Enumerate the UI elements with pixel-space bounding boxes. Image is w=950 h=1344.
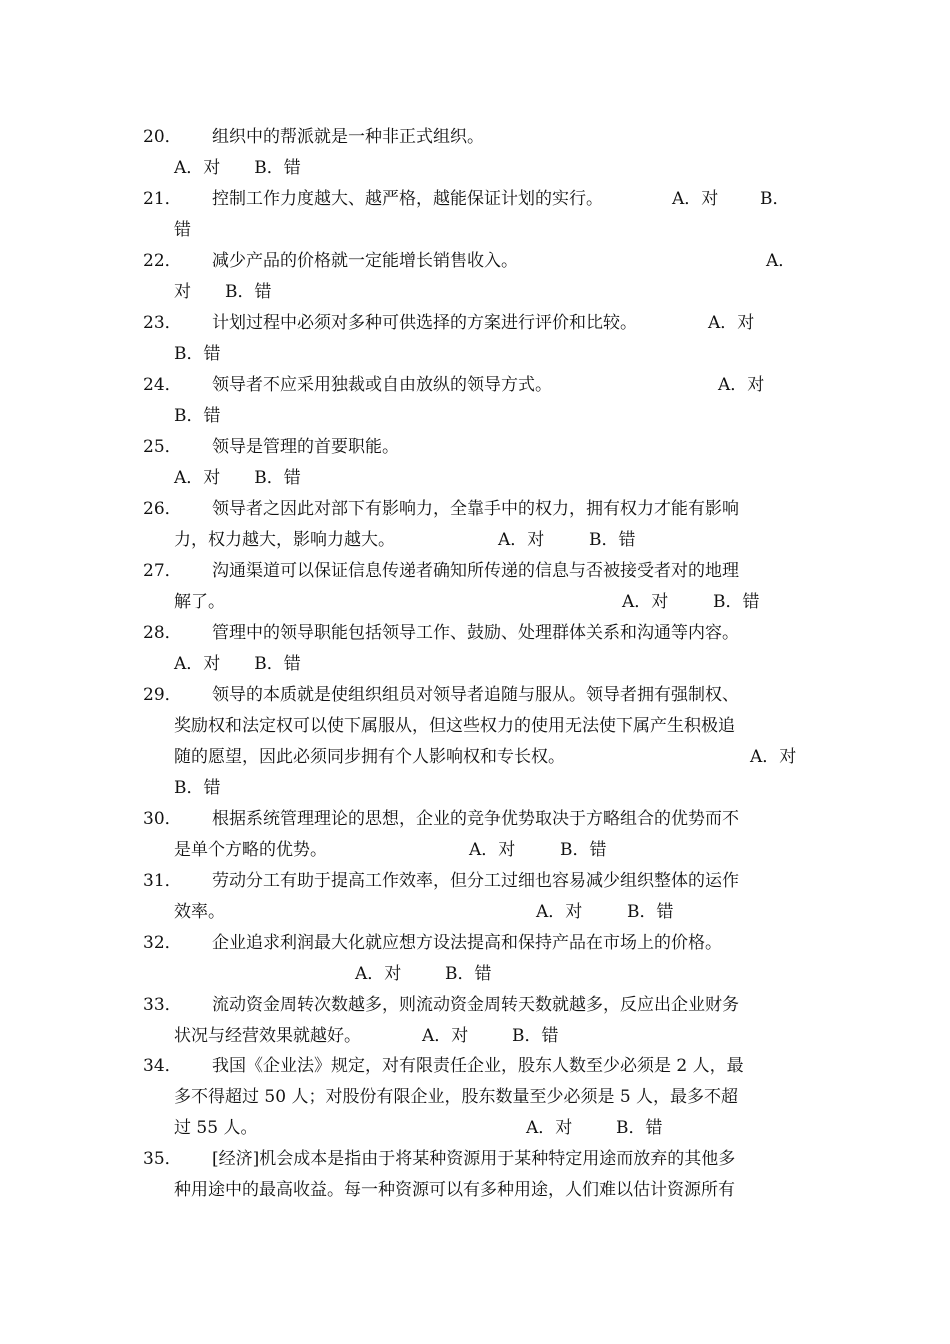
question-number: 24． <box>143 375 182 395</box>
question-text: 控制工作力度越大、越严格，越能保证计划的实行。 <box>212 189 603 209</box>
question-number: 34． <box>143 1056 182 1076</box>
question-number: 27． <box>143 561 182 581</box>
question-text-continued: 随的愿望，因此必须同步拥有个人影响权和专长权。 <box>174 747 565 767</box>
option-b: B．错 <box>174 406 221 426</box>
question-number: 25． <box>143 437 182 457</box>
question-31-continued <box>0 897 674 928</box>
question-number: 28． <box>143 623 182 643</box>
question-number: 23． <box>143 313 182 333</box>
option-b: B．错 <box>589 530 636 550</box>
option-b: B．错 <box>627 902 674 922</box>
question-29-continued <box>0 773 221 804</box>
question-29-continued <box>0 711 735 742</box>
question-text: 计划过程中必须对多种可供选择的方案进行评价和比较。 <box>212 313 637 333</box>
option-a: A．对 <box>422 1026 469 1046</box>
question-35-continued <box>0 1175 735 1206</box>
question-30 <box>0 804 739 835</box>
option-a: A．对 <box>498 530 545 550</box>
question-34-continued <box>0 1082 739 1113</box>
question-24 <box>0 370 765 401</box>
option-a: A．对 <box>750 747 797 767</box>
question-33 <box>0 990 739 1021</box>
question-26-continued <box>0 525 636 556</box>
option-b: B．错 <box>512 1026 559 1046</box>
question-text-continued: 奖励权和法定权可以使下属服从，但这些权力的使用无法使下属产生积极追 <box>174 716 735 736</box>
question-number: 33． <box>143 995 182 1015</box>
question-29 <box>0 680 739 711</box>
question-text: 领导者不应采用独裁或自由放纵的领导方式。 <box>212 375 552 395</box>
question-29-continued <box>0 742 797 773</box>
question-number: 26． <box>143 499 182 519</box>
question-text: 领导者之因此对部下有影响力，全靠手中的权力，拥有权力才能有影响 <box>212 499 739 519</box>
question-35 <box>0 1144 736 1175</box>
answer-options: A．对 B．错 <box>174 468 301 488</box>
question-number: 31． <box>143 871 182 891</box>
question-text: 减少产品的价格就一定能增长销售收入。 <box>212 251 518 271</box>
question-text: 我国《企业法》规定，对有限责任企业，股东人数至少必须是 2 人，最 <box>212 1056 744 1076</box>
question-23 <box>0 308 755 339</box>
option-a: A．对 <box>526 1118 573 1138</box>
question-number: 30． <box>143 809 182 829</box>
question-text-continued: 错 <box>174 220 191 240</box>
question-22-continued <box>0 277 272 308</box>
option-a: A．对 <box>672 189 719 209</box>
question-text-continued: 力，权力越大，影响力越大。 <box>174 530 395 550</box>
question-text: 劳动分工有助于提高工作效率，但分工过细也容易减少组织整体的运作 <box>212 871 739 891</box>
question-23-continued <box>0 339 221 370</box>
question-33-continued <box>0 1021 559 1052</box>
question-27 <box>0 556 739 587</box>
question-32-options <box>0 959 492 990</box>
question-21 <box>0 184 790 215</box>
option-b: B．错 <box>174 778 221 798</box>
question-number: 35． <box>143 1149 182 1169</box>
option-a: A．对 <box>536 902 583 922</box>
question-text: [经济]机会成本是指由于将某种资源用于某种特定用途而放弃的其他多 <box>212 1149 736 1169</box>
option-b: B．错 <box>713 592 760 612</box>
question-20 <box>0 122 484 153</box>
question-34 <box>0 1051 744 1082</box>
question-25 <box>0 432 399 463</box>
question-22 <box>0 246 796 277</box>
option-a: A．对 <box>708 313 755 333</box>
question-20-options <box>0 153 301 184</box>
question-24-continued <box>0 401 221 432</box>
answer-options: 对 B．错 <box>174 282 272 302</box>
question-21-continued <box>0 215 191 246</box>
question-34-continued <box>0 1113 663 1144</box>
question-text: 管理中的领导职能包括领导工作、鼓励、处理群体关系和沟通等内容。 <box>212 623 739 643</box>
question-text: 企业追求利润最大化就应想方设法提高和保持产品在市场上的价格。 <box>212 933 722 953</box>
question-25-options <box>0 463 301 494</box>
question-number: 20． <box>143 127 182 147</box>
question-number: 21． <box>143 189 182 209</box>
question-text-continued: 效率。 <box>174 902 225 922</box>
option-a: A．对 <box>718 375 765 395</box>
question-text: 沟通渠道可以保证信息传递者确知所传递的信息与否被接受者对的地理 <box>212 561 739 581</box>
option-a: A．对 <box>355 964 402 984</box>
question-number: 22． <box>143 251 182 271</box>
answer-options: A．对 B．错 <box>174 158 301 178</box>
option-b: B．错 <box>174 344 221 364</box>
question-text: 领导的本质就是使组织组员对领导者追随与服从。领导者拥有强制权、 <box>212 685 739 705</box>
question-text-continued: 是单个方略的优势。 <box>174 840 327 860</box>
question-28-options <box>0 649 301 680</box>
question-27-continued <box>0 587 760 618</box>
question-number: 29． <box>143 685 182 705</box>
option-b: B． <box>760 189 790 209</box>
option-a: A．对 <box>622 592 669 612</box>
option-b: B．错 <box>445 964 492 984</box>
option-a: A． <box>766 251 796 271</box>
question-32 <box>0 928 722 959</box>
question-number: 32． <box>143 933 182 953</box>
question-31 <box>0 866 739 897</box>
question-text-continued: 状况与经营效果就越好。 <box>174 1026 361 1046</box>
question-text: 组织中的帮派就是一种非正式组织。 <box>212 127 484 147</box>
option-a: A．对 <box>469 840 516 860</box>
question-text: 根据系统管理理论的思想，企业的竞争优势取决于方略组合的优势而不 <box>212 809 739 829</box>
question-28 <box>0 618 739 649</box>
question-text-continued: 解了。 <box>174 592 225 612</box>
question-text-continued: 种用途中的最高收益。每一种资源可以有多种用途，人们难以估计资源所有 <box>174 1180 735 1200</box>
answer-options: A．对 B．错 <box>174 654 301 674</box>
question-30-continued <box>0 835 607 866</box>
option-b: B．错 <box>560 840 607 860</box>
question-text-continued: 过 55 人。 <box>174 1118 258 1138</box>
question-text-continued: 多不得超过 50 人；对股份有限企业，股东数量至少必须是 5 人，最多不超 <box>174 1087 739 1107</box>
question-text: 领导是管理的首要职能。 <box>212 437 399 457</box>
question-text: 流动资金周转次数越多，则流动资金周转天数就越多，反应出企业财务 <box>212 995 739 1015</box>
option-b: B．错 <box>616 1118 663 1138</box>
question-26 <box>0 494 739 525</box>
